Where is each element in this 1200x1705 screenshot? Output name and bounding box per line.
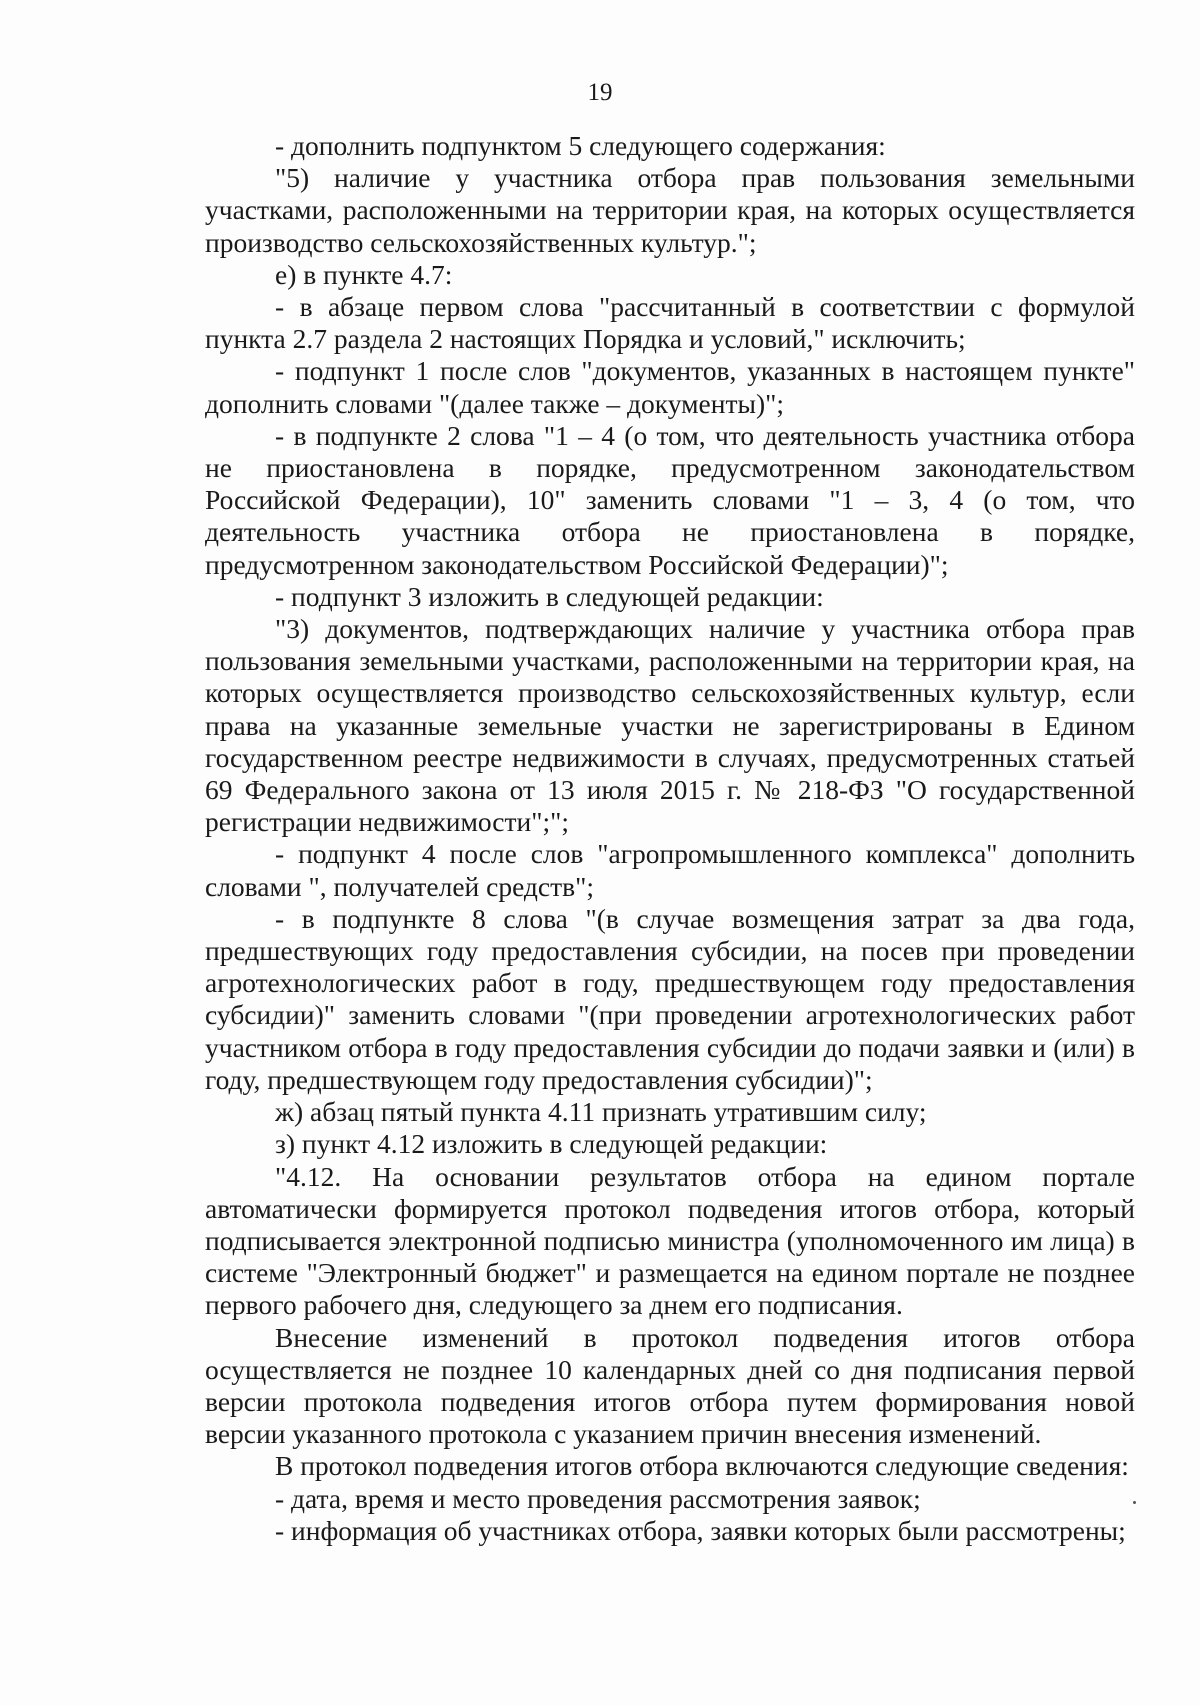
paragraph: - подпункт 3 изложить в следующей редакции:	[275, 580, 824, 612]
paragraph: "3) документов, подтверждающих наличие у участника отбора прав пользования земельными участками, расположенными на территории края, на которых осуществляется производство сельскохозяйственных культур, если права на указанные земельные участки не зарегистрированы в Едином государственном реестре недвижимости в случаях, предусмотренных статьей 69 Федерального закона от 13 июля 2015 г. № 218-ФЗ "О государственной регистрации недвижимости";";	[205, 613, 1135, 838]
paragraph: В протокол подведения итогов отбора включаются следующие сведения:	[275, 1450, 1129, 1482]
scan-speck	[1133, 1501, 1136, 1504]
paragraph: Внесение изменений в протокол подведения итогов отбора осуществляется не позднее 10 календарных дней со дня подписания первой версии протокола подведения итогов отбора путем формирования новой версии указанного протокола с указанием причин внесения изменений.	[205, 1321, 1135, 1450]
paragraph: - дополнить подпунктом 5 следующего содержания:	[275, 130, 886, 161]
paragraph: - подпункт 1 после слов "документов, указанных в настоящем пункте" дополнить словами "(далее также – документы)";	[205, 355, 1135, 419]
paragraph: - в подпункте 8 слова "(в случае возмещения затрат за два года, предшествующих году предоставления субсидии, на посев при проведении агротехнологических работ в году, предшествующем году предоставления субсидии)" заменить словами "(при проведении агротехнологических работ участником отбора в году предоставления субсидии до подачи заявки и (или) в году, предшествующем году предоставления субсидии)";	[205, 902, 1135, 1095]
paragraph: - в подпункте 2 слова "1 – 4 (о том, что деятельность участника отбора не приостановлена в порядке, предусмотренном законодательством Российской Федерации), 10" заменить словами "1 – 3, 4 (о том, что деятельность участника отбора не приостановлена в порядке, предусмотренном законодательством Российской Федерации)";	[205, 419, 1135, 580]
paragraph: - информация об участниках отбора, заявки которых были рассмотрены;	[275, 1514, 1126, 1546]
paragraph: "5) наличие у участника отбора прав пользования земельными участками, расположенными на территории края, на которых осуществляется производство сельскохозяйственных культур.";	[205, 162, 1135, 258]
paragraph: ж) абзац пятый пункта 4.11 признать утратившим силу;	[275, 1096, 927, 1128]
paragraph: - в абзаце первом слова "рассчитанный в соответствии с формулой пункта 2.7 раздела 2 настоящих Порядка и условий," исключить;	[205, 291, 1135, 355]
paragraph: "4.12. На основании результатов отбора на едином портале автоматически формируется протокол подведения итогов отбора, который подписывается электронной подписью министра (уполномоченного им лица) в системе "Электронный бюджет" и размещается на едином портале не позднее первого рабочего дня, следующего за днем его подписания.	[205, 1160, 1135, 1321]
paragraph: - подпункт 4 после слов "агропромышленного комплекса" дополнить словами ", получателей средств";	[205, 838, 1135, 902]
page-number: 19	[587, 79, 613, 106]
paragraph: - дата, время и место проведения рассмотрения заявок;	[275, 1482, 921, 1514]
document-body	[205, 130, 1135, 1547]
paragraph: е) в пункте 4.7:	[275, 258, 453, 290]
paragraph: з) пункт 4.12 изложить в следующей редакции:	[275, 1128, 828, 1160]
